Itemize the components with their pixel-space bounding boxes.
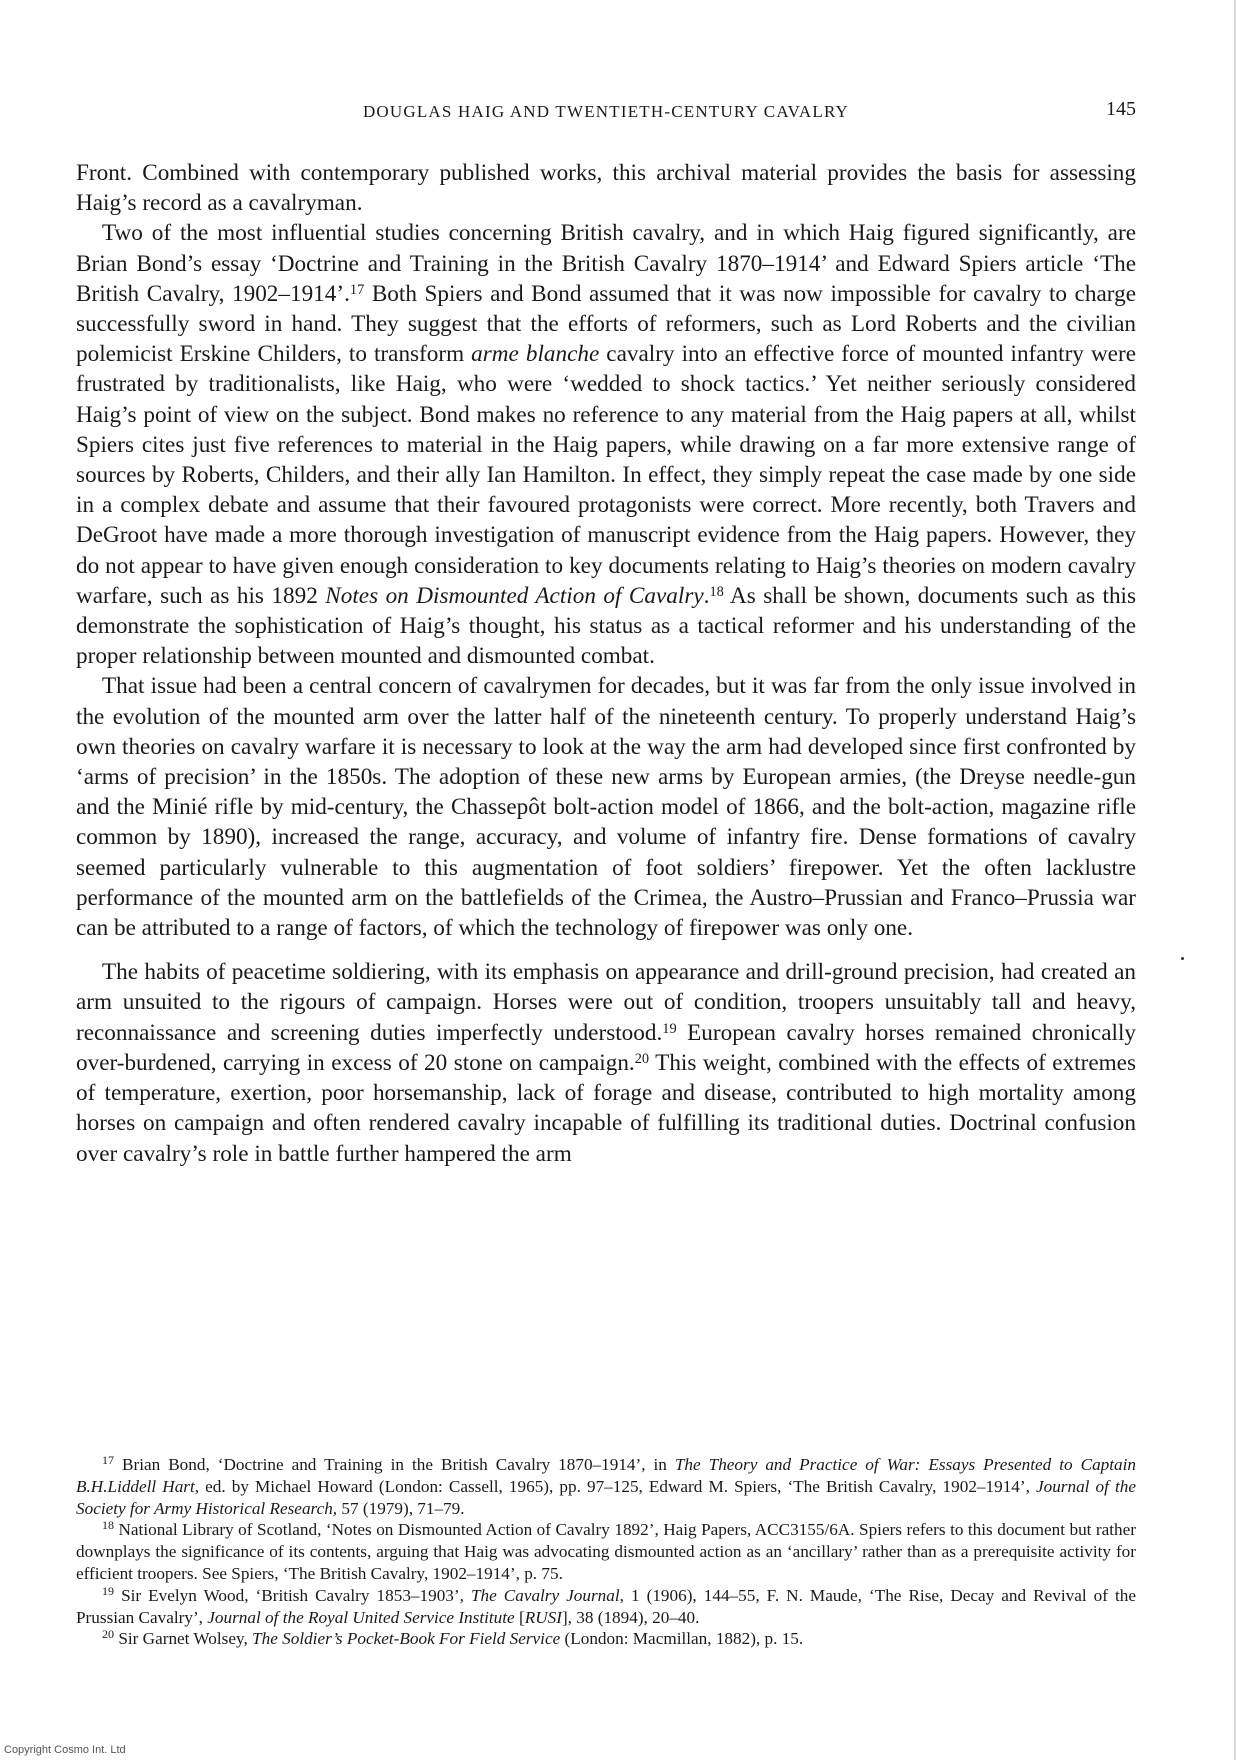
page-number: 145 [1106, 98, 1136, 120]
footnote-ref-17[interactable]: 17 [349, 281, 365, 298]
footnote-19: $^{19}$ Sir Evelyn Wood, ‘British Cavalry 1853–1903’, The Cavalry Journal, 1 (1906), 144–55, F. N. Maude, ‘The Rise, Decay and Revival of the Prussian Cavalry’, Journal of the Royal United Service Institute [RUSI], 38 (1894), 20–40. [76, 1583, 1136, 1627]
paragraph-3: That issue had been a central concern of cavalrymen for decades, but it was far from the only issue involved in the evolution of the mounted arm over the latter half of the nineteenth century. To properly understand Haig’s own theories on cavalry warfare it is necessary to look at the way the arm had developed since first confronted by ‘arms of precision’ in the 1850s. The adoption of these new arms by European armies, (the Dreyse needle-gun and the Minié rifle by mid-century, the Chassepôt bolt-action model of 1866, and the bolt-action, magazine rifle common by 1890), increased the range, accuracy, and volume of infantry fire. Dense formations of cavalry seemed particularly vulnerable to this augmentation of foot soldiers’ firepower. Yet the often lacklustre performance of the mounted arm on the battlefields of the Crimea, the Austro–Prussian and Franco–Prussia war can be attributed to a range of factors, of which the technology of firepower was only one. [76, 673, 1136, 942]
body-text [76, 158, 1136, 1169]
scan-speck [1181, 957, 1184, 960]
footnote-18: $^{18}$ National Library of Scotland, ‘Notes on Dismounted Action of Cavalry 1892’, Haig Papers, ACC3155/6A. Spiers refers to this document but rather downplays the significance of its contents, arguing that Haig was advocating dismounted action as an ‘ancillary’ rather than as a prerequisite activity for efficient troopers. See Spiers, ‘The British Cavalry, 1902–1914’, p. 75. [76, 1518, 1136, 1583]
footnotes [76, 1454, 1136, 1650]
footnote-17: $^{17}$ Brian Bond, ‘Doctrine and Training in the British Cavalry 1870–1914’, in The Theory and Practice of War: Essays Presented to Captain B.H.Liddell Hart, ed. by Michael Howard (London: Cassell, 1965), pp. 97–125, Edward M. Spiers, ‘The British Cavalry, 1902–1914’, Journal of the Society for Army Historical Research, 57 (1979), 71–79. [76, 1452, 1136, 1518]
page-header [76, 98, 1136, 130]
copyright-watermark: Copyright Cosmo Int. Ltd [4, 1744, 126, 1756]
footnote-20: $^{20}$ Sir Garnet Wolsey, The Soldier’s Pocket-Book For Field Service (London: Macmillan, 1882), p. 15. [102, 1627, 804, 1649]
running-title: DOUGLAS HAIG AND TWENTIETH-CENTURY CAVALRY [362, 102, 850, 121]
footnote-ref-20[interactable]: 20 [634, 1050, 650, 1067]
paragraph-4: The habits of peacetime soldiering, with its emphasis on appearance and drill-ground precision, had created an arm unsuited to the rigours of campaign. Horses were out of condition, troopers unsuitably tall and heavy, reconnaissance and screening duties imperfectly understood.$^{19}$ European cavalry horses remained chronically over-burdened, carrying in excess of 20 stone on campaign.$^{20}$ This weight, combined with the effects of extremes of temperature, exertion, poor horsemanship, lack of forage and disease, contributed to high mortality among horses on campaign and often rendered cavalry incapable of fulfilling its traditional duties. Doctrinal confusion over cavalry’s role in battle further hampered the arm [76, 959, 1136, 1167]
paragraph-2: Two of the most influential studies concerning British cavalry, and in which Haig figured significantly, are Brian Bond’s essay ‘Doctrine and Training in the British Cavalry 1870–1914’ and Edward Spiers article ‘The British Cavalry, 1902–1914’.$^{17}$ Both Spiers and Bond assumed that it was now impossible for cavalry to charge successfully sword in hand. They suggest that the efforts of reformers, such as Lord Roberts and the civilian polemicist Erskine Childers, to transform arme blanche cavalry into an effective force of mounted infantry were frustrated by traditionalists, like Haig, who were ‘wedded to shock tactics.’ Yet neither seriously considered Haig’s point of view on the subject. Bond makes no reference to any material from the Haig papers at all, whilst Spiers cites just five references to material in the Haig papers, while drawing on a far more extensive range of sources by Roberts, Childers, and their ally Ian Hamilton. In effect, they simply repeat the case made by one side in a complex debate and assume that their favoured protagonists were correct. More recently, both Travers and DeGroot have made a more thorough investigation of manuscript evidence from the Haig papers. However, they do not appear to have given enough consideration to key documents relating to Haig’s theories on modern cavalry warfare, such as his 1892 Notes on Dismounted Action of Cavalry.$^{18}$ As shall be shown, documents such as this demonstrate the sophistication of Haig’s thought, his status as a tactical reformer and his understanding of the proper relationship between mounted and dismounted combat. [76, 220, 1137, 670]
paragraph-1: Front. Combined with contemporary published works, this archival material provides the basis for assessing Haig’s record as a cavalryman. [76, 160, 1136, 217]
footnote-ref-18[interactable]: 18 [709, 583, 724, 600]
footnote-ref-19[interactable]: 19 [662, 1020, 677, 1037]
